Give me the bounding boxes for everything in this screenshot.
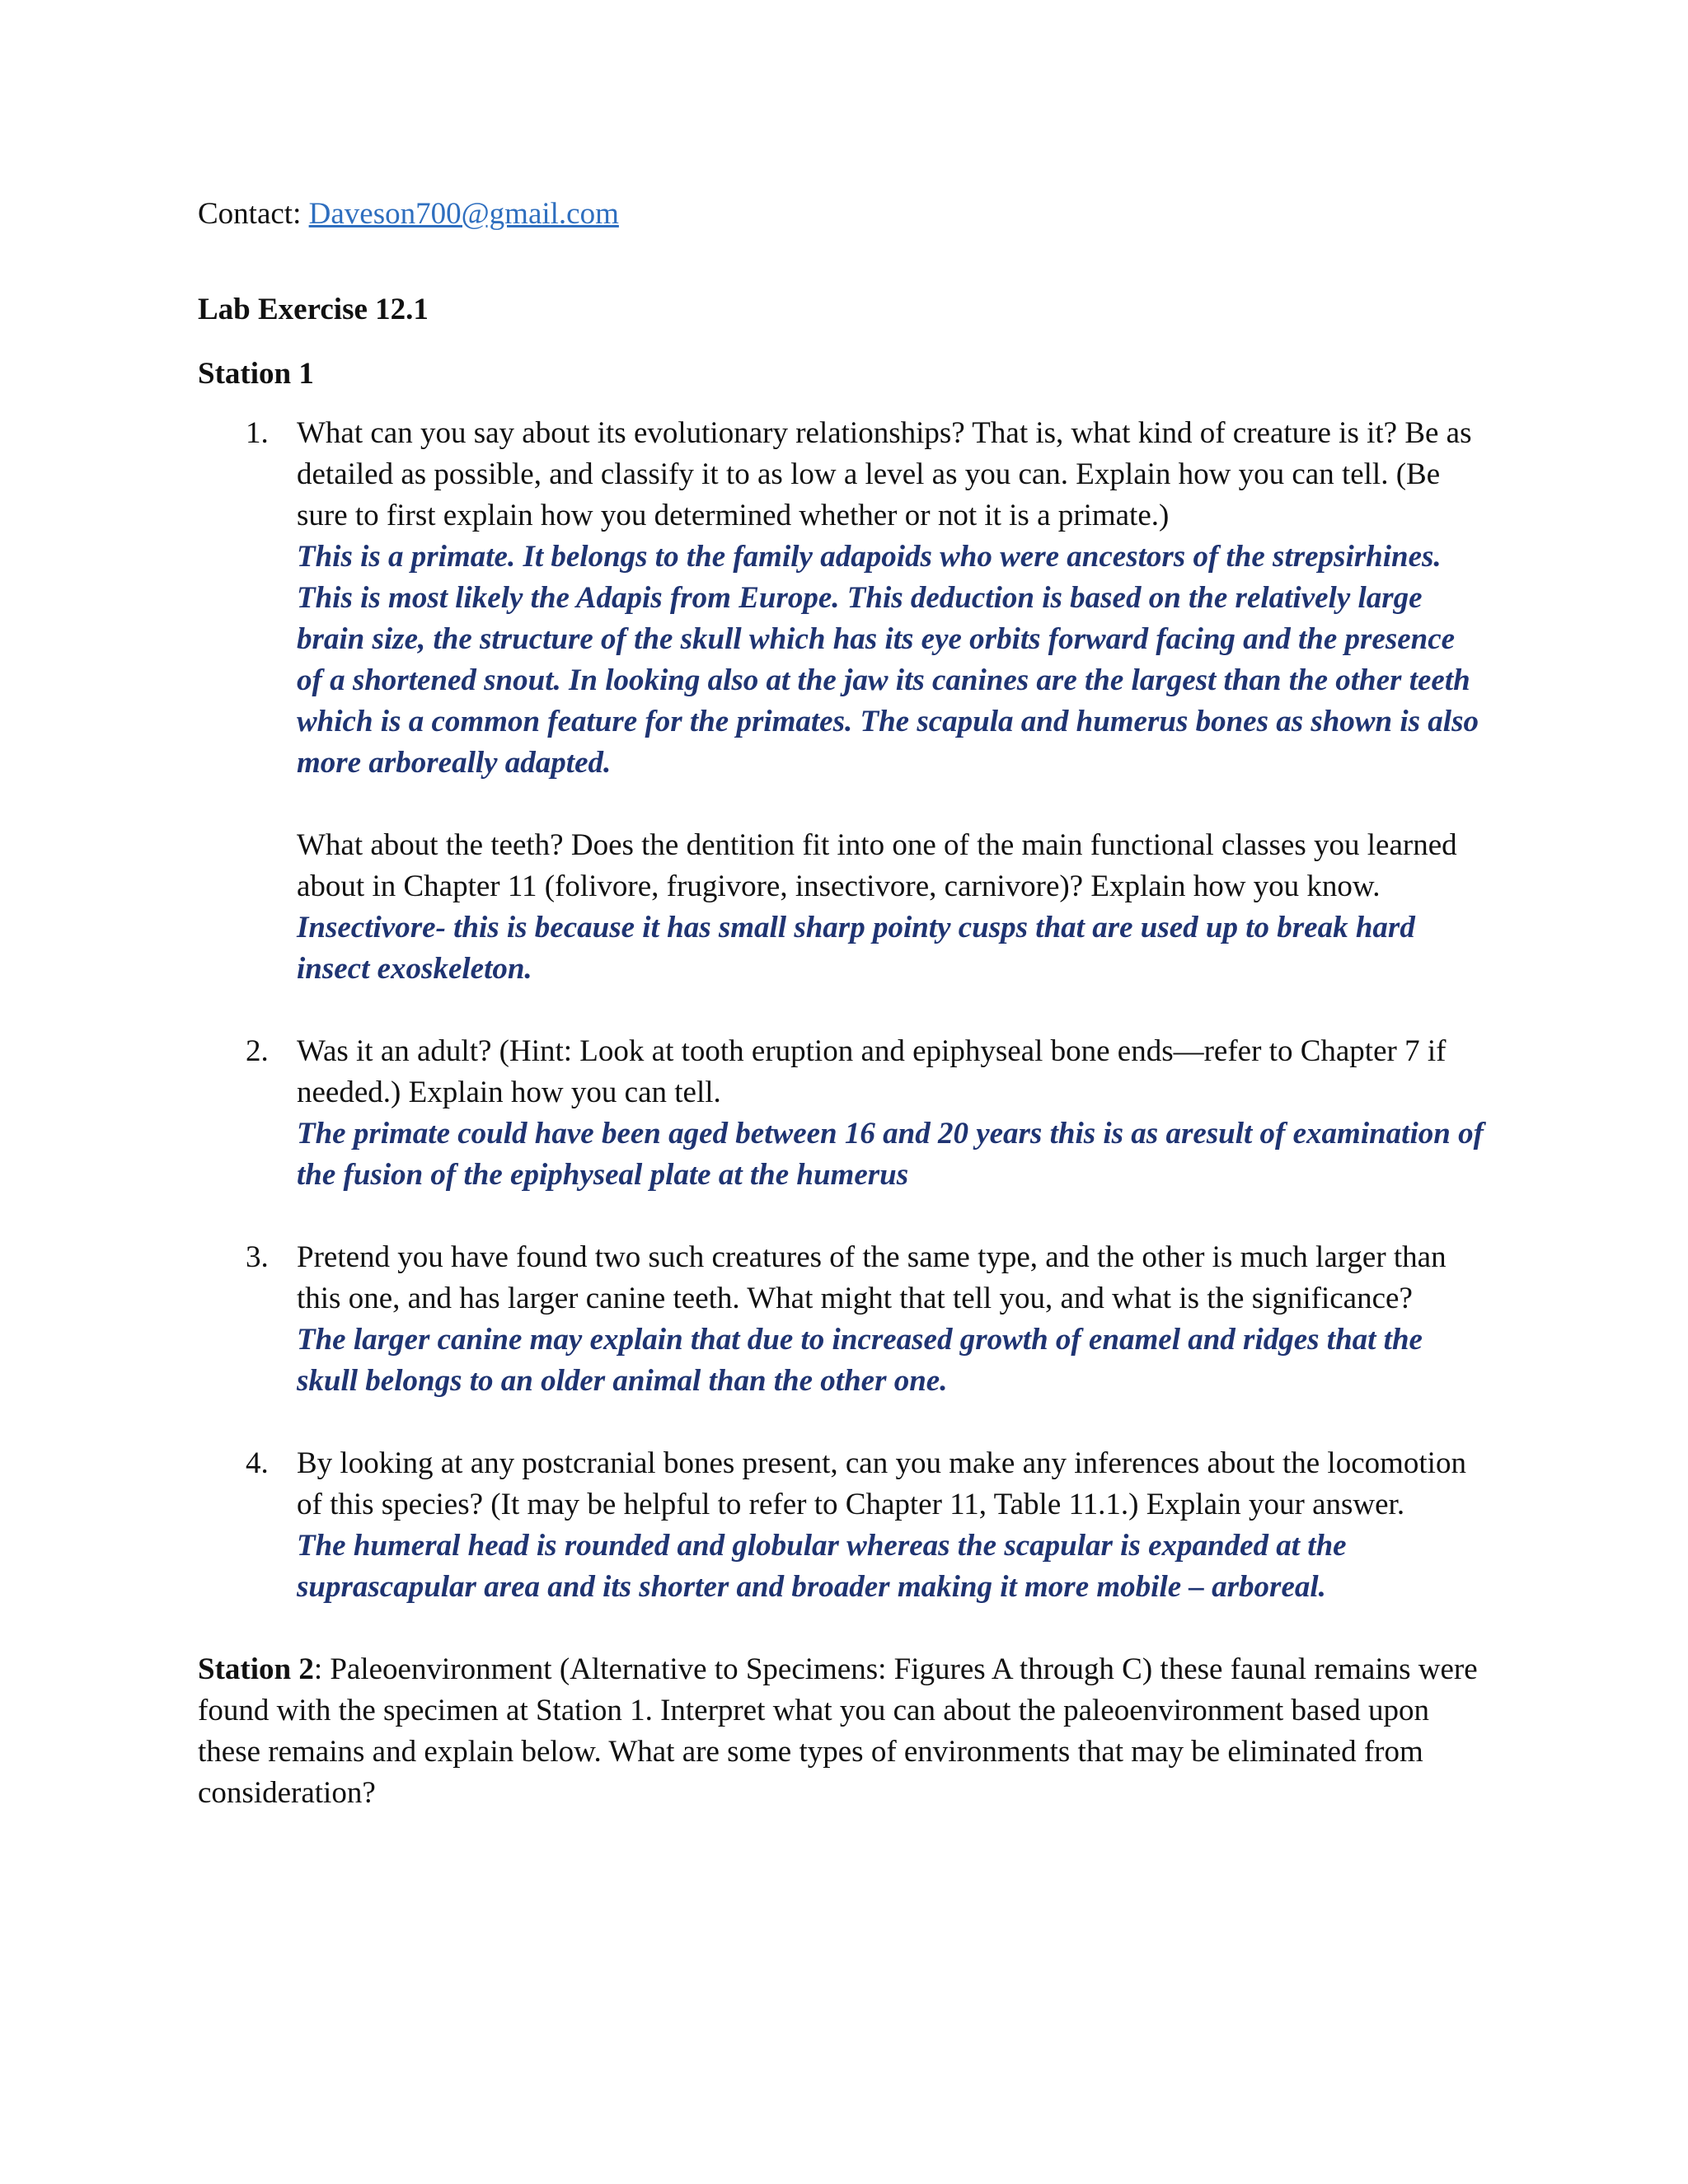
question-text: What can you say about its evolutionary relationships? That is, what kind of creature is it? Be as detailed as possible, and classify it to as low a level as you can. Explain how you can tell. (Be sure to first explain how you determined whether or not it is a primate.): [297, 416, 1472, 532]
question-text: By looking at any postcranial bones present, can you make any inferences about the locomotion of this species? (It may be helpful to refer to Chapter 11, Table 11.1.) Explain your answer.: [297, 1446, 1466, 1521]
station1-question-list: [198, 413, 1484, 1608]
spacer: [297, 1196, 1484, 1237]
question-number: 3.: [246, 1240, 269, 1274]
question-number: 2.: [246, 1034, 269, 1068]
question-item-3: [198, 1237, 1484, 1443]
question-number: 1.: [246, 416, 269, 450]
question-item-1: [198, 413, 1484, 1031]
contact-line: [198, 194, 1484, 235]
station1-title: Station 1: [198, 357, 314, 391]
answer-text: The humeral head is rounded and globular whereas the scapular is expanded at the suprascapular area and its shorter and broader making it more mobile – arboreal.: [297, 1529, 1347, 1604]
question-text: Was it an adult? (Hint: Look at tooth eruption and epiphyseal bone ends—refer to Chapter 7 if needed.) Explain how you can tell.: [297, 1034, 1447, 1109]
answer-text: The primate could have been aged between 16 and 20 years this is as aresult of examination of the fusion of the epiphyseal plate at the humerus: [297, 1117, 1484, 1192]
answer-text: This is a primate. It belongs to the family adapoids who were ancestors of the strepsirhines. This is most likely the Adapis from Europe. This deduction is based on the relatively large brain size, the structure of the skull which has its eye orbits forward facing and the presence of a shortened snout. In looking also at the jaw its canines are the largest than the other teeth which is a common feature for the primates. The scapula and humerus bones as shown is also more arboreally adapted.: [297, 540, 1479, 780]
spacer: [297, 990, 1484, 1031]
answer-text-2: Insectivore- this is because it has small sharp pointy cusps that are used up to break hard insect exoskeleton.: [297, 911, 1415, 986]
question-item-4: [198, 1443, 1484, 1608]
lab-title: Lab Exercise 12.1: [198, 293, 429, 326]
question-text: Pretend you have found two such creatures of the same type, and the other is much larger than this one, and has larger canine teeth. What might that tell you, and what is the significance?: [297, 1240, 1447, 1315]
question-number: 4.: [246, 1446, 269, 1480]
question-item-2: [198, 1031, 1484, 1237]
contact-label: Contact:: [198, 197, 302, 231]
spacer: [297, 1402, 1484, 1443]
contact-email-link[interactable]: Daveson700@gmail.com: [308, 197, 619, 231]
station2-title: Station 2: [198, 1652, 314, 1686]
station2-text: : Paleoenvironment (Alternative to Specimens: Figures A through C) these faunal remains were found with the specimen at Station 1. Interpret what you can about the paleoenvironment based upon these remains and explain below. What are some types of environments that may be eliminated from consideration?: [198, 1652, 1478, 1810]
spacer: [297, 784, 1484, 825]
document-page: [198, 194, 1484, 1814]
station2-paragraph: [198, 1649, 1484, 1814]
answer-text: The larger canine may explain that due to increased growth of enamel and ridges that the skull belongs to an older animal than the other one.: [297, 1323, 1423, 1398]
question-text-2: What about the teeth? Does the dentition fit into one of the main functional classes you learned about in Chapter 11 (folivore, frugivore, insectivore, carnivore)? Explain how you know.: [297, 828, 1457, 903]
